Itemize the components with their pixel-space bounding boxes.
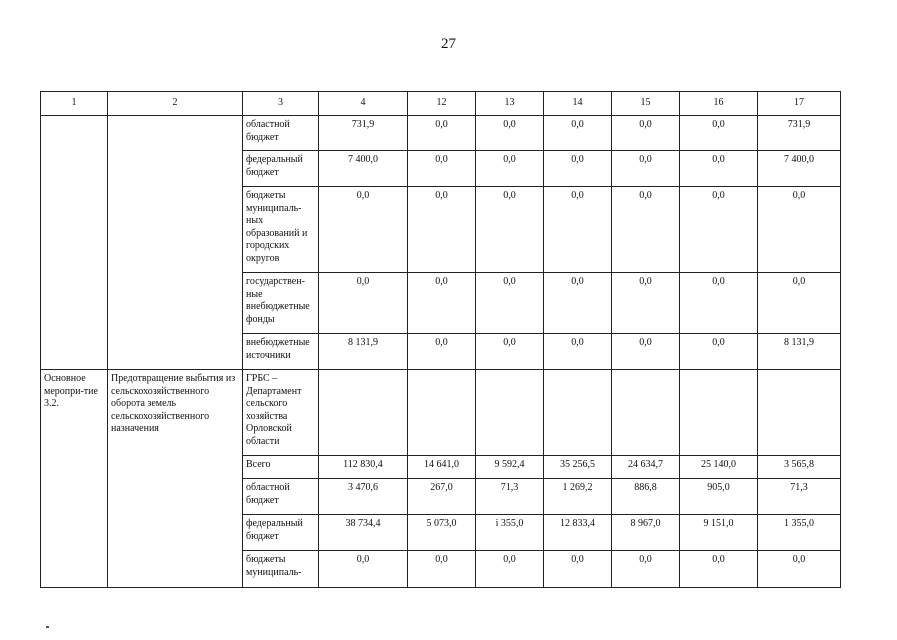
value-cell: 25 140,0 [680, 456, 758, 479]
value-cell [408, 370, 476, 456]
value-cell [758, 370, 841, 456]
value-cell: 0,0 [408, 116, 476, 151]
value-cell: 0,0 [476, 116, 544, 151]
value-cell [544, 370, 612, 456]
scan-speck [46, 626, 49, 628]
measure-name-cell: Предотвращение выбытия из сельскохозяйственного оборота земель сельскохозяйственного назначения [108, 370, 243, 588]
value-cell: 9 151,0 [680, 515, 758, 551]
value-cell: 0,0 [758, 273, 841, 334]
value-cell: 3 565,8 [758, 456, 841, 479]
source-cell: Всего [243, 456, 319, 479]
value-cell: 0,0 [408, 334, 476, 370]
table-header-row [41, 92, 841, 116]
value-cell: 0,0 [680, 116, 758, 151]
value-cell: 0,0 [476, 151, 544, 187]
value-cell: 886,8 [612, 479, 680, 515]
value-cell: 0,0 [544, 551, 612, 588]
value-cell: 0,0 [612, 151, 680, 187]
value-cell: 1 355,0 [758, 515, 841, 551]
value-cell: 38 734,4 [319, 515, 408, 551]
value-cell: 9 592,4 [476, 456, 544, 479]
value-cell: 0,0 [319, 273, 408, 334]
value-cell: 0,0 [544, 273, 612, 334]
measure-name-cell [108, 116, 243, 370]
value-cell: 0,0 [544, 334, 612, 370]
value-cell: 0,0 [758, 551, 841, 588]
value-cell: 8 967,0 [612, 515, 680, 551]
header-cell: 14 [544, 92, 612, 116]
value-cell: 1 269,2 [544, 479, 612, 515]
header-cell: 15 [612, 92, 680, 116]
header-cell: 3 [243, 92, 319, 116]
value-cell: 5 073,0 [408, 515, 476, 551]
table-row [41, 370, 841, 456]
value-cell: 0,0 [680, 187, 758, 273]
value-cell: 0,0 [476, 551, 544, 588]
value-cell [680, 370, 758, 456]
value-cell [319, 370, 408, 456]
page-number: 27 [441, 36, 456, 52]
value-cell: 0,0 [319, 551, 408, 588]
header-cell: 16 [680, 92, 758, 116]
table-row [41, 116, 841, 151]
source-cell: федеральный бюджет [243, 151, 319, 187]
budget-table [40, 91, 841, 588]
source-cell: бюджеты муниципаль-ных образований и городских округов [243, 187, 319, 273]
value-cell: 8 131,9 [758, 334, 841, 370]
source-cell: ГРБС – Департамент сельского хозяйства Орловской области [243, 370, 319, 456]
value-cell: 12 833,4 [544, 515, 612, 551]
value-cell: 0,0 [612, 273, 680, 334]
header-cell: 4 [319, 92, 408, 116]
value-cell: 0,0 [680, 551, 758, 588]
source-cell: государствен-ные внебюджетные фонды [243, 273, 319, 334]
value-cell: 0,0 [408, 187, 476, 273]
value-cell: 7 400,0 [758, 151, 841, 187]
value-cell: 0,0 [408, 551, 476, 588]
value-cell: 267,0 [408, 479, 476, 515]
value-cell: 71,3 [476, 479, 544, 515]
value-cell: 112 830,4 [319, 456, 408, 479]
value-cell: 0,0 [476, 187, 544, 273]
value-cell: 0,0 [612, 187, 680, 273]
value-cell: 0,0 [544, 151, 612, 187]
measure-cell [41, 116, 108, 370]
source-cell: областной бюджет [243, 479, 319, 515]
value-cell: 0,0 [544, 187, 612, 273]
value-cell: 731,9 [758, 116, 841, 151]
value-cell [612, 370, 680, 456]
source-cell: бюджеты муниципаль- [243, 551, 319, 588]
value-cell: 7 400,0 [319, 151, 408, 187]
value-cell: 0,0 [758, 187, 841, 273]
header-cell: 12 [408, 92, 476, 116]
source-cell: областной бюджет [243, 116, 319, 151]
value-cell: 8 131,9 [319, 334, 408, 370]
value-cell: 0,0 [680, 334, 758, 370]
value-cell: 0,0 [408, 151, 476, 187]
header-cell: 13 [476, 92, 544, 116]
value-cell [476, 370, 544, 456]
measure-cell: Основное меропри-тие 3.2. [41, 370, 108, 588]
value-cell: i 355,0 [476, 515, 544, 551]
header-cell: 1 [41, 92, 108, 116]
value-cell: 3 470,6 [319, 479, 408, 515]
value-cell: 905,0 [680, 479, 758, 515]
value-cell: 0,0 [680, 151, 758, 187]
source-cell: федеральный бюджет [243, 515, 319, 551]
source-cell: внебюджетные источники [243, 334, 319, 370]
value-cell: 24 634,7 [612, 456, 680, 479]
value-cell: 731,9 [319, 116, 408, 151]
value-cell: 71,3 [758, 479, 841, 515]
value-cell: 0,0 [408, 273, 476, 334]
value-cell: 0,0 [612, 334, 680, 370]
value-cell: 35 256,5 [544, 456, 612, 479]
header-cell: 2 [108, 92, 243, 116]
value-cell: 0,0 [319, 187, 408, 273]
value-cell: 0,0 [544, 116, 612, 151]
value-cell: 0,0 [476, 334, 544, 370]
value-cell: 0,0 [612, 551, 680, 588]
value-cell: 14 641,0 [408, 456, 476, 479]
value-cell: 0,0 [680, 273, 758, 334]
value-cell: 0,0 [612, 116, 680, 151]
value-cell: 0,0 [476, 273, 544, 334]
header-cell: 17 [758, 92, 841, 116]
